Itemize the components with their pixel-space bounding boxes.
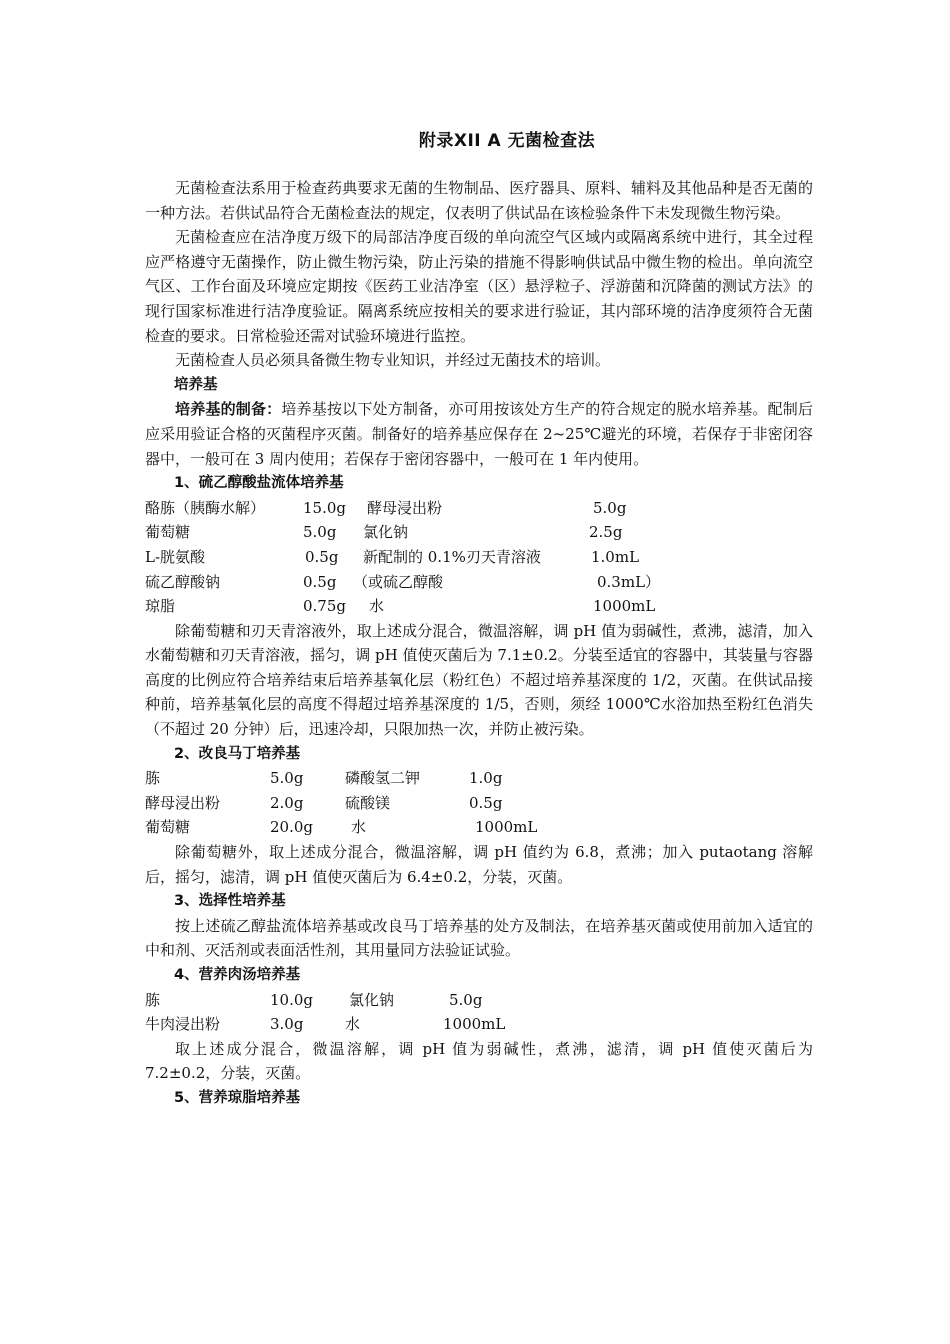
ingredient-name: 硫酸镁 bbox=[345, 793, 391, 812]
ingredient-name: 酪胨（胰酶水解） bbox=[145, 498, 266, 517]
paragraph-intro-2: 无菌检查应在洁净度万级下的局部洁净度百级的单向流空气区域内或隔离系统中进行，其全过程应严格遵守无菌操作，防止微生物污染，防止污染的措施不得影响供试品中微生物的检出。单向流空气区、工作台面及环境应定期按《医药工业洁净室（区）悬浮粒子、浮游菌和沉降菌的测试方法》的现行国家标准进行洁净度验证。隔离系统应按相关的要求进行验证，其内部环境的洁净度须符合无菌检查的要求。日常检验还需对试验环境进行监控。 bbox=[145, 228, 813, 345]
ingredient-amount: 0.5g bbox=[303, 572, 337, 591]
ingredient-name: 水 bbox=[351, 818, 367, 837]
document-body bbox=[145, 176, 813, 1111]
paragraph-sec4: 取上述成分混合，微温溶解，调 pH 值为弱碱性，煮沸，滤清，调 pH 值使灭菌后为 7.2±0.2，分装，灭菌。 bbox=[145, 1039, 813, 1083]
paragraph-intro-3: 无菌检查人员必须具备微生物专业知识，并经过无菌技术的培训。 bbox=[175, 351, 611, 370]
paragraph-prep bbox=[145, 397, 813, 471]
section-heading-1: 1、硫乙醇酸盐流体培养基 bbox=[174, 475, 344, 492]
ingredient-name: 酵母浸出粉 bbox=[145, 793, 221, 812]
ingredient-amount: 2.0g bbox=[270, 793, 304, 812]
ingredient-amount: 5.0g bbox=[303, 523, 337, 542]
section-heading-3: 3、选择性培养基 bbox=[174, 893, 286, 910]
ingredient-name: 琼脂 bbox=[145, 597, 176, 616]
ingredient-amount: 5.0g bbox=[593, 498, 627, 517]
ingredient-name: 葡萄糖 bbox=[145, 818, 191, 837]
ingredient-name: 硫乙醇酸钠 bbox=[145, 572, 221, 591]
section-heading-2: 2、改良马丁培养基 bbox=[174, 745, 301, 762]
recipe-table-1 bbox=[145, 496, 813, 619]
ingredient-name: 胨 bbox=[145, 769, 161, 788]
section-heading-medium: 培养基 bbox=[174, 376, 218, 393]
recipe-row bbox=[145, 766, 813, 791]
section-heading-4: 4、营养肉汤培养基 bbox=[174, 967, 301, 983]
recipe-row bbox=[145, 791, 813, 816]
paragraph-sec1: 除葡萄糖和刃天青溶液外，取上述成分混合，微温溶解，调 pH 值为弱碱性，煮沸，滤清，加入水葡萄糖和刃天青溶液，摇匀，调 pH 值使灭菌后为 7.1±0.2。分装至适宜的容器中，其装量与容器高度的比例应符合培养结束后培养基氧化层（粉红色）不超过培养基深度的 1/2，灭菌。在供试品接种前，培养基氧化层的高度不得超过培养基深度的 1/5，否则，须经 1000℃水浴加热至粉红色消失（不超过 20 分钟）后，迅速冷却，只限加热一次，并防止被污染。 bbox=[145, 621, 813, 739]
section-heading-5: 5、营养琼脂培养基 bbox=[174, 1089, 301, 1106]
ingredient-amount: 1.0g bbox=[469, 769, 503, 788]
ingredient-name: 氯化钠 bbox=[349, 990, 395, 1009]
paragraph-intro-1: 无菌检查法系用于检查药典要求无菌的生物制品、医疗器具、原料、辅料及其他品种是否无菌的一种方法。若供试品符合无菌检查法的规定，仅表明了供试品在该检验条件下未发现微生物污染。 bbox=[145, 179, 813, 222]
ingredient-amount: 2.5g bbox=[589, 523, 623, 542]
ingredient-amount: 1.0mL bbox=[591, 547, 640, 566]
ingredient-amount: 3.0g bbox=[270, 1015, 304, 1034]
ingredient-name: 磷酸氢二钾 bbox=[345, 769, 421, 788]
page-title: 附录XII A 无菌检查法 bbox=[418, 131, 596, 151]
recipe-row bbox=[145, 545, 813, 570]
ingredient-name: L-胱氨酸 bbox=[145, 547, 206, 566]
ingredient-amount: 0.5g bbox=[469, 793, 503, 812]
recipe-table-4 bbox=[145, 988, 813, 1037]
recipe-row bbox=[145, 570, 813, 595]
recipe-row bbox=[145, 520, 813, 545]
recipe-row bbox=[145, 496, 813, 521]
ingredient-amount: 0.5g bbox=[305, 547, 339, 566]
recipe-table-2 bbox=[145, 766, 813, 840]
ingredient-amount: 5.0g bbox=[449, 990, 483, 1009]
prep-text: 培养基按以下处方制备，亦可用按该处方生产的符合规定的脱水培养基。配制后应采用验证合格的灭菌程序灭菌。制备好的培养基应保存在 2~25℃避光的环境，若保存于非密闭容器中，一般可在 3 周内使用；若保存于密闭容器中，一般可在 1 年内使用。 bbox=[145, 400, 813, 468]
recipe-row bbox=[145, 1012, 813, 1037]
ingredient-name: 牛肉浸出粉 bbox=[145, 1015, 221, 1034]
ingredient-amount: 20.0g bbox=[270, 818, 314, 837]
ingredient-amount: 10.0g bbox=[270, 990, 314, 1009]
ingredient-amount: 0.3mL） bbox=[597, 572, 661, 591]
ingredient-amount: 1000mL bbox=[475, 818, 538, 837]
ingredient-amount: 1000mL bbox=[593, 597, 656, 616]
ingredient-name: 氯化钠 bbox=[363, 523, 409, 542]
ingredient-name: 酵母浸出粉 bbox=[367, 498, 443, 517]
ingredient-name: 水 bbox=[369, 597, 385, 616]
prep-label: 培养基的制备： bbox=[175, 400, 282, 419]
paragraph-sec3: 按上述硫乙醇盐流体培养基或改良马丁培养基的处方及制法，在培养基灭菌或使用前加入适宜的中和剂、灭活剂或表面活性剂，其用量同方法验证试验。 bbox=[145, 916, 813, 960]
ingredient-amount: 15.0g bbox=[303, 498, 347, 517]
ingredient-name: 葡萄糖 bbox=[145, 523, 191, 542]
ingredient-amount: 0.75g bbox=[303, 597, 347, 616]
ingredient-name: 胨 bbox=[145, 990, 161, 1009]
recipe-row bbox=[145, 815, 813, 840]
recipe-row bbox=[145, 594, 813, 619]
ingredient-amount: 5.0g bbox=[270, 769, 304, 788]
ingredient-name: 水 bbox=[345, 1015, 361, 1034]
ingredient-amount: 1000mL bbox=[443, 1015, 506, 1034]
ingredient-name: （或硫乙醇酸 bbox=[353, 572, 444, 591]
ingredient-name: 新配制的 0.1%刃天青溶液 bbox=[363, 547, 541, 566]
paragraph-sec2: 除葡萄糖外，取上述成分混合，微温溶解，调 pH 值约为 6.8，煮沸；加入 putaotang 溶解后，摇匀，滤清，调 pH 值使灭菌后为 6.4±0.2，分装，灭菌。 bbox=[145, 843, 813, 886]
recipe-row bbox=[145, 988, 813, 1013]
